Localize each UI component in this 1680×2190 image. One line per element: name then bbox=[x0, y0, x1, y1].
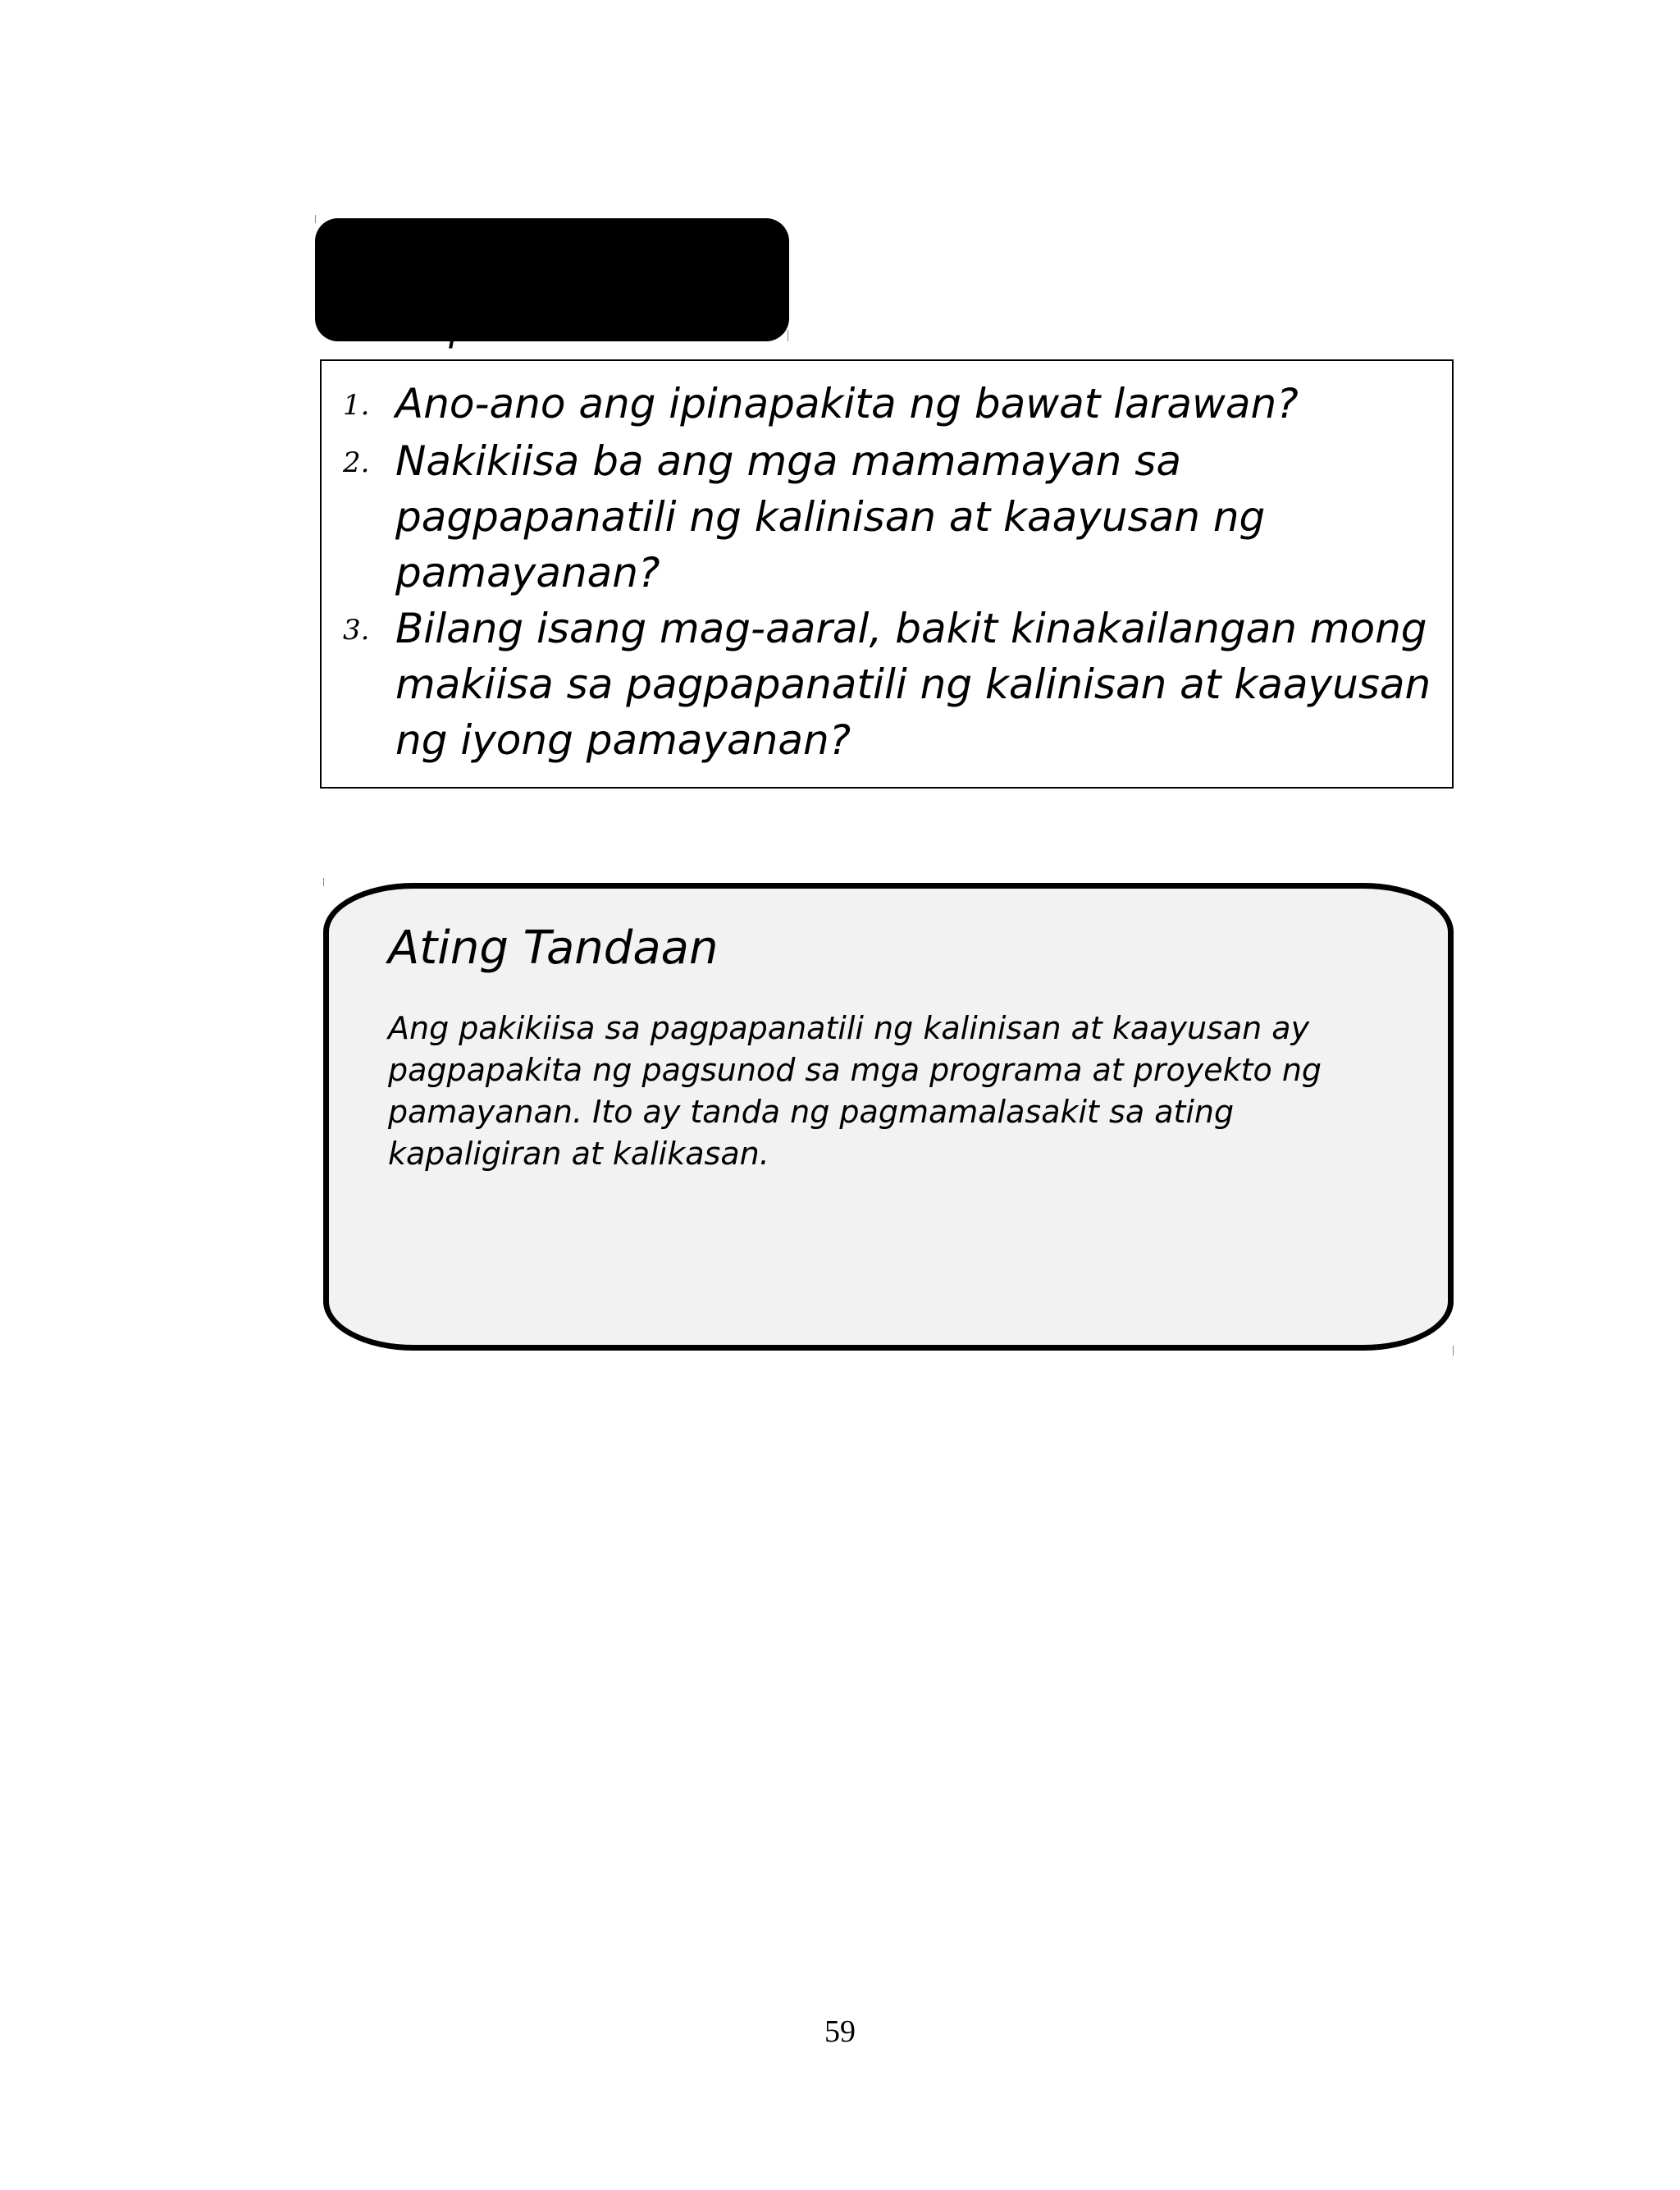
corner-tick bbox=[315, 215, 316, 223]
question-item bbox=[343, 433, 1442, 601]
question-item bbox=[343, 601, 1442, 768]
question-number: 3. bbox=[343, 614, 370, 647]
questions-list bbox=[343, 376, 1442, 768]
heading-partial-text: Isaisip bbox=[354, 305, 473, 350]
ating-tandaan-box bbox=[323, 883, 1454, 1351]
question-number: 2. bbox=[343, 446, 370, 479]
question-item bbox=[343, 376, 1442, 433]
question-text: Nakikiisa ba ang mga mamamayan sa pagpapanatili ng kalinisan at kaayusan ng pamayanan? bbox=[395, 437, 1266, 597]
corner-tick bbox=[323, 878, 324, 886]
tandaan-title: Ating Tandaan bbox=[388, 921, 719, 975]
tandaan-body: Ang pakikiisa sa pagpapanatili ng kalinisan at kaayusan ay pagpapakita ng pagsunod sa mga programa at proyekto ng pamayanan. Ito ay tanda ng pagmamalasakit sa ating kapaligiran at kalikasan. bbox=[388, 1010, 1322, 1172]
corner-tick bbox=[1453, 1346, 1454, 1356]
question-number: 1. bbox=[343, 389, 370, 422]
question-text: Bilang isang mag-aaral, bakit kinakailangan mong makiisa sa pagpapanatili ng kalinisan at kaayusan ng iyong pamayanan? bbox=[395, 605, 1431, 764]
questions-box bbox=[320, 359, 1454, 789]
page-number: 59 bbox=[824, 2014, 856, 2049]
question-text: Ano-ano ang ipinapakita ng bawat larawan? bbox=[395, 380, 1299, 427]
